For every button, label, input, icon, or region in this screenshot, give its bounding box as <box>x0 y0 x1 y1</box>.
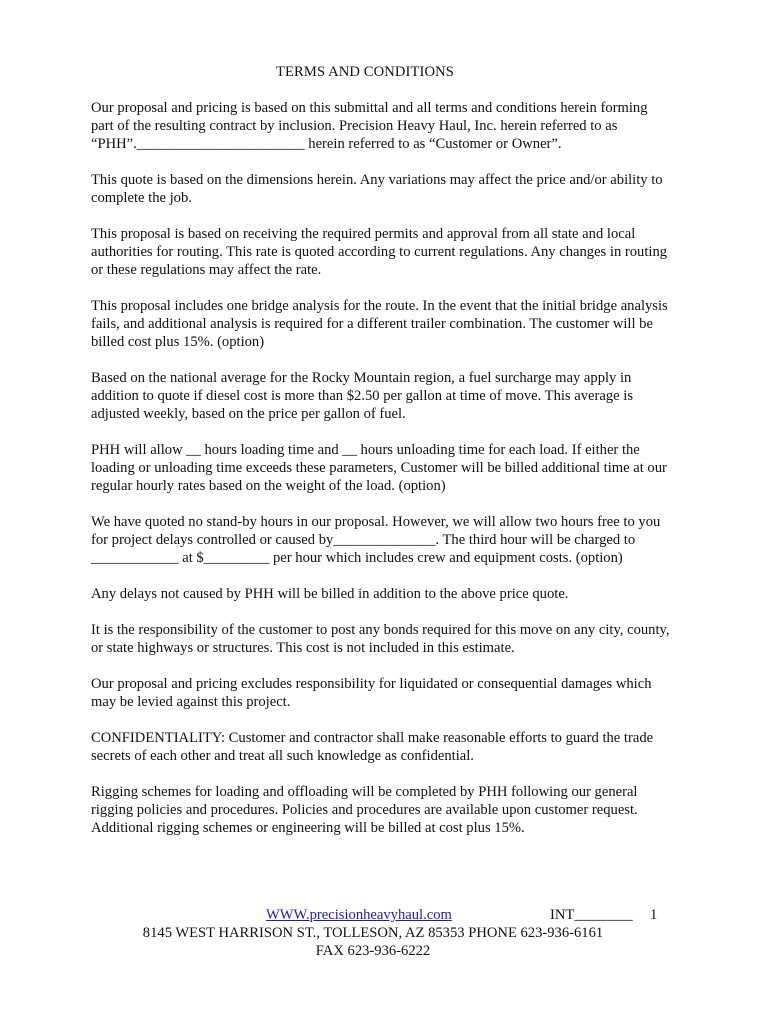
paragraph-dimensions: This quote is based on the dimensions herein. Any variations may affect the price and/or ability to complete the job. <box>91 172 663 206</box>
paragraph-fuel-surcharge: Based on the national average for the Rocky Mountain region, a fuel surcharge may apply in addition to quote if diesel cost is more than $2.50 per gallon at time of move. This average is adjusted weekly, based on the price per gallon of fuel. <box>91 370 634 422</box>
paragraph-loading-time: PHH will allow __ hours loading time and __ hours unloading time for each load. If either the loading or unloading time exceeds these parameters, Customer will be billed additional time at our regular hourly rates based on the weight of the load. (option) <box>91 442 667 494</box>
paragraph-bridge-analysis: This proposal includes one bridge analysis for the route. In the event that the initial bridge analysis fails, and additional analysis is required for a different trailer combination. The customer will be billed cost plus 15%. (option) <box>91 298 668 350</box>
website-link[interactable]: WWW.precisionheavyhaul.com <box>266 907 452 923</box>
paragraph-delays: Any delays not caused by PHH will be billed in addition to the above price quote. <box>91 586 569 602</box>
paragraph-confidentiality: CONFIDENTIALITY: Customer and contractor shall make reasonable efforts to guard the trade secrets of each other and treat all such knowledge as confidential. <box>91 730 654 764</box>
company-address: 8145 WEST HARRISON ST., TOLLESON, AZ 85353 PHONE 623-936-6161 <box>142 925 604 941</box>
page-number: 1 <box>650 907 658 923</box>
paragraph-intro: Our proposal and pricing is based on this submittal and all terms and conditions herein forming part of the resulting contract by inclusion. Precision Heavy Haul, Inc. herein referred to as “PHH”._______________________ herein referred to as “Customer or Owner”. <box>91 100 648 152</box>
paragraph-damages: Our proposal and pricing excludes responsibility for liquidated or consequential damages which may be levied against this project. <box>91 676 652 710</box>
page-footer <box>0 906 770 960</box>
initials-field: INT________ <box>550 907 633 923</box>
fax-number: FAX 623-936-6222 <box>315 943 431 959</box>
document-title: TERMS AND CONDITIONS <box>276 64 454 80</box>
paragraph-permits: This proposal is based on receiving the required permits and approval from all state and local authorities for routing. This rate is quoted according to current regulations. Any changes in routing or these regulations may affect the rate. <box>91 226 668 278</box>
paragraph-rigging: Rigging schemes for loading and offloading will be completed by PHH following our general rigging policies and procedures. Policies and procedures are available upon customer request. Additional rigging schemes or engineering will be billed at cost plus 15%. <box>91 784 638 836</box>
paragraph-standby-hours: We have quoted no stand-by hours in our proposal. However, we will allow two hours free to you for project delays controlled or caused by______________. The third hour will be charged to ____________ at $_________ per hour which includes crew and equipment costs. (option) <box>91 514 661 566</box>
paragraph-bonds: It is the responsibility of the customer to post any bonds required for this move on any city, county, or state highways or structures. This cost is not included in this estimate. <box>91 622 670 656</box>
document-body <box>91 99 671 855</box>
